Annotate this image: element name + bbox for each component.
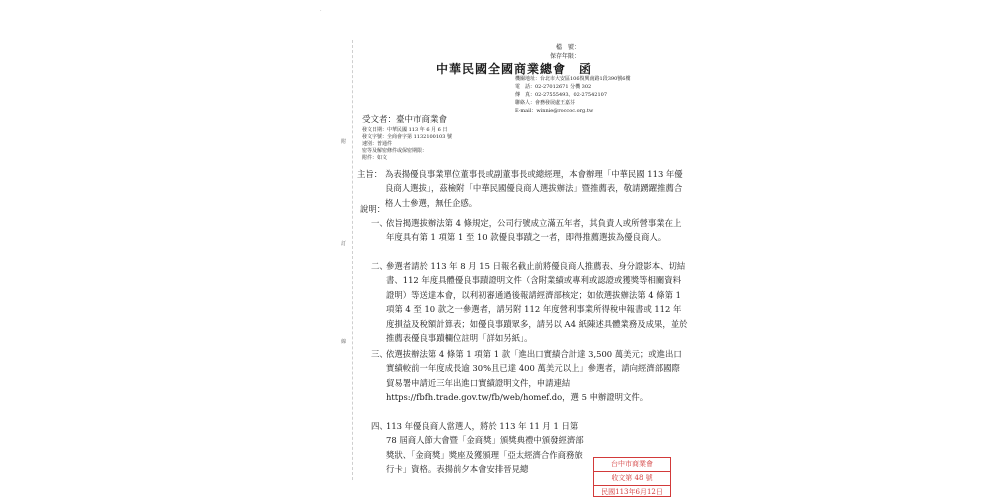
subject-text: 為表揚優良事業單位董事長或副董事長或總經理，本會辦理「中華民國 113 年優良商人選拔」，茲檢附「中華民國優良商人選拔辦法」暨推薦表，敬請踴躍推薦合格人士參選，無任企感。: [385, 169, 683, 208]
classification: 密等及解密條件或保密期限：: [362, 148, 428, 154]
file-no-label: 檔 號：: [556, 44, 581, 51]
item-2-text: 參選者請於 113 年 8 月 15 日報名截止前將優良商人推薦表、身分證影本、切結書、112 年度具體優良事蹟證明文件（含附業績或專利或認證或獲獎等相關資料證明）等送達本會，以利初審通過後報請經濟部核定；如依選拔辦法第 4 條第 1 項第 4 至 10 款之一參選者，請另附 112 年度營利事業所得稅申報書或 112 年度損益及稅額計算表；如優良事蹟眾多，請另以 A4 紙陳述具體業務及成果，並於推薦表優良事蹟欄位註明「詳如另紙」。: [386, 261, 688, 344]
urgency: 速別：普通件: [362, 141, 393, 147]
sender-address: 機關地址：台北市大安區106復興南路1段390號6樓: [515, 76, 631, 82]
explanation-label: 說明：: [360, 204, 386, 214]
item-4-text: 113 年優良商人當選人，將於 113 年 11 月 1 日第 78 屆商人節大會暨「金商獎」頒獎典禮中頒發經濟部獎狀、「金商獎」獎座及獲頒理「亞太經濟合作商務旅行卡」資格。表揚前夕本會安排晉見總: [386, 421, 584, 475]
item-3-text: 依選拔辦法第 4 條第 1 項第 1 款「進出口實績合計達 3,500 萬美元；或進出口實績較前一年度成長逾 30%且已達 400 萬美元以上」參選者，請向經濟部國際貿易署申請近三年出進口實績證明文件，申請連結 https://fbfh.trade.gov.tw/fb/web/homef.do，選 5 申辦證明文件。: [386, 349, 682, 403]
binding-line: [352, 40, 353, 480]
item-2-number: 二、: [371, 261, 388, 271]
recipient: 受文者：臺中市商業會: [362, 115, 448, 125]
scan-mark: ·: [320, 8, 322, 14]
stamp-org: 台中市商業會: [594, 458, 670, 472]
sender-email: E-mail：winnie@roccoc.org.tw: [515, 108, 594, 114]
item-3-number: 三、: [371, 349, 388, 359]
sender-fax: 傳 真：02-27555493、02-27542107: [515, 92, 608, 98]
sender-phone: 電 話：02-27012671 分機 302: [515, 84, 592, 90]
retention-label: 保存年限：: [550, 53, 581, 60]
stamp-date: 民國113年6月12日: [601, 488, 663, 496]
attachment: 附件：如文: [362, 155, 388, 161]
document-title: 中華民國全國商業總會 函: [436, 62, 593, 76]
issue-number: 發文字號：全商會字第 1132100103 號: [362, 134, 452, 140]
stamp-number: 收文第 48 號: [594, 472, 670, 486]
side-mark-line: 線: [341, 339, 347, 345]
side-mark-attach: 附: [341, 139, 347, 145]
sender-contact: 聯絡人：會務發展處王嘉芬: [515, 100, 576, 106]
side-mark-bind: 訂: [341, 241, 347, 247]
received-stamp: [593, 457, 671, 497]
issue-date: 發文日期：中華民國 113 年 6 月 6 日: [362, 127, 448, 133]
item-1-text: 依旨揭選拔辦法第 4 條規定，公司行號成立滿五年者，其負責人或所營事業在上年度具有第 1 項第 1 至 10 款優良事蹟之一者，即得推薦選拔為優良商人。: [386, 218, 682, 243]
subject-label: 主旨：: [357, 169, 383, 179]
item-1-number: 一、: [371, 218, 388, 228]
item-4-number: 四、: [371, 421, 388, 431]
